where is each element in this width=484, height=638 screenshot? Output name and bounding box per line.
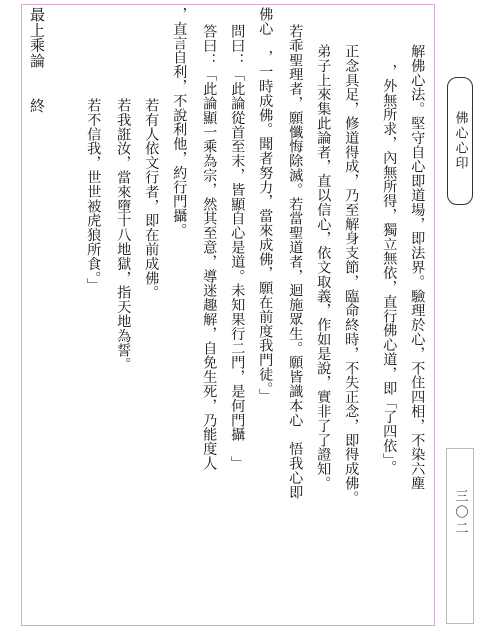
- text-column-7: 問曰：「此論從首至末，皆顯自心是道。未知果行二門，是何門攝 」: [229, 24, 246, 471]
- side-title-box: [447, 77, 473, 205]
- page-number-box: [446, 448, 474, 624]
- text-column-6: 佛心 ，一時成佛。聞者努力，當來成佛，願在前度我門徒。」: [257, 7, 274, 404]
- text-column-10: 若有人依文行者，即在前成佛。: [143, 98, 160, 300]
- text-frame: [21, 4, 435, 626]
- text-column-9: ，直言自利，不說利他，約行門攝。: [171, 7, 188, 238]
- page-number: 三〇二: [452, 489, 468, 537]
- text-column-12: 若不信我，世世被虎狼所食。」: [85, 98, 102, 293]
- text-column-2: ，外無所求，內無所得，獨立無依，直行佛心道，即「了四依」。: [381, 64, 398, 475]
- text-column-11: 若我誑汝，當來墮十八地獄，指天地為誓。: [115, 98, 132, 372]
- text-column-5: 若乖聖理者，願懺悔除滅。若當聖道者，迴施眾生。願皆識本心 悟我心即: [287, 24, 304, 500]
- text-column-8: 答曰：「此論顯一乘為宗，然其至意，導迷趣解，自免生死，乃能度人: [201, 24, 218, 471]
- text-column-1: 解佛心法。堅守自心即道場，即法界。驗理於心，不住四相，不染六塵: [409, 44, 426, 491]
- text-column-3: 正念具足，修道得成，乃至解身支節，臨命終時，不失正念，即得成佛。: [343, 44, 360, 505]
- closing-end-mark: 終: [28, 98, 46, 114]
- text-column-4: 弟子上來集此論者，直以信心，依文取義，作如是說，實非了了證知。: [315, 44, 332, 491]
- side-title: 佛心心印: [452, 111, 468, 171]
- closing-title: 最上乘論: [28, 7, 46, 68]
